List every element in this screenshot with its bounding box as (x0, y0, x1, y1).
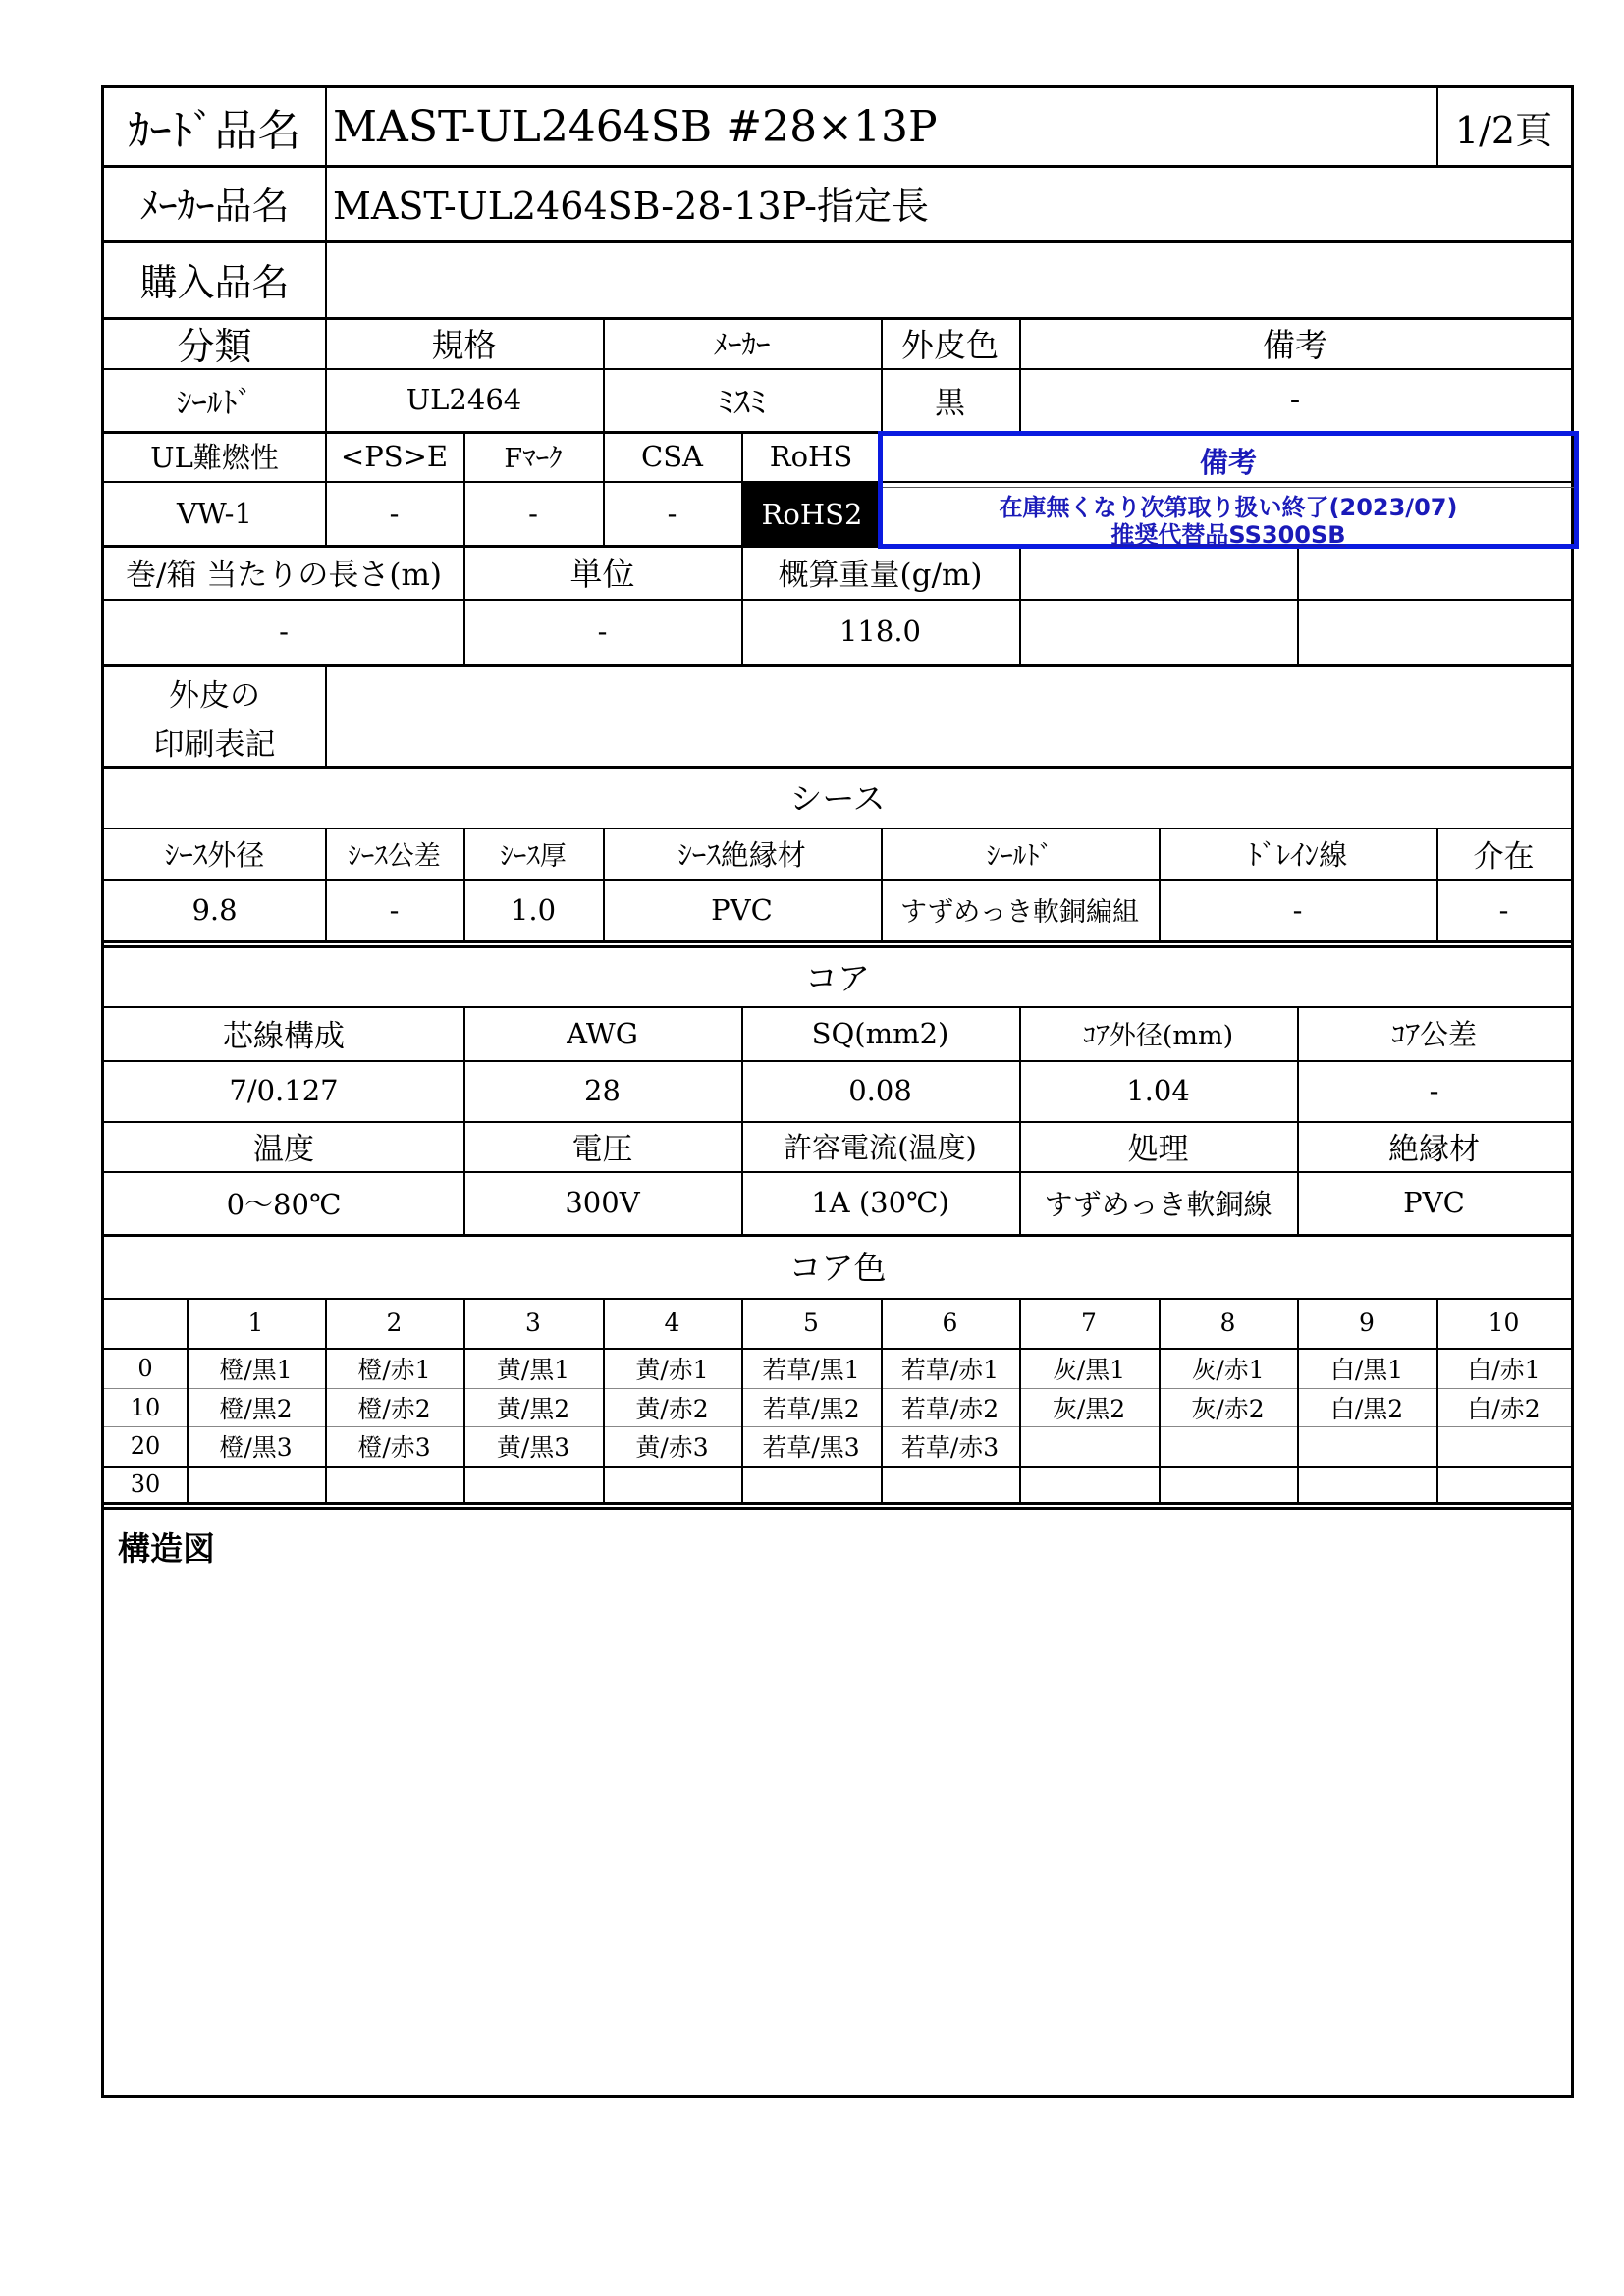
voltage-header: 電圧 (571, 1132, 633, 1167)
shield-header: ｼｰﾙﾄﾞ (986, 840, 1054, 872)
color-cell (1436, 1426, 1571, 1466)
color-cell: 若草/黒2 (762, 1394, 860, 1423)
sheath-insulation-header: ｼｰｽ絶縁材 (677, 837, 806, 872)
weight-header: 概算重量(g/m) (778, 558, 983, 593)
color-cell: 黄/黒3 (496, 1433, 570, 1462)
color-cell (1159, 1426, 1297, 1466)
unit-header: 単位 (569, 555, 635, 593)
color-cell (881, 1466, 1019, 1502)
maker-name-value: MAST-UL2464SB-28-13P-指定長 (333, 185, 930, 228)
length-per-reel-value: - (279, 614, 289, 648)
pse-value: - (389, 496, 400, 530)
color-cell: 橙/黒3 (219, 1433, 293, 1462)
remarks-header: 備考 (1263, 325, 1327, 364)
color-cell: 若草/赤1 (900, 1355, 1000, 1384)
rule (104, 1507, 1571, 1510)
f-mark-header: Fﾏｰｸ (504, 444, 563, 474)
unit-value: - (597, 614, 608, 648)
color-cell (325, 1466, 463, 1502)
temperature-value: 0～80℃ (226, 1187, 342, 1221)
maker-name-label: ﾒｰｶｰ品名 (139, 185, 290, 228)
card-name-value: MAST-UL2464SB #28×13P (333, 101, 938, 152)
sq-value: 0.08 (848, 1074, 912, 1107)
color-cell (603, 1466, 741, 1502)
color-column-header: 10 (1488, 1308, 1520, 1337)
maker-header: ﾒｰｶｰ (713, 327, 771, 361)
color-cell: 黄/赤1 (635, 1355, 709, 1384)
color-column-header: 6 (942, 1308, 958, 1337)
core-od-value: 1.04 (1126, 1074, 1190, 1107)
color-cell: 若草/赤2 (900, 1394, 1000, 1423)
color-column-header: 3 (525, 1308, 541, 1337)
page-number: 1/2頁 (1454, 108, 1553, 152)
color-column-header: 4 (664, 1308, 680, 1337)
color-cell: 若草/黒3 (762, 1433, 860, 1462)
color-cell: 白/黒2 (1329, 1394, 1404, 1423)
color-column-header: 9 (1359, 1308, 1375, 1337)
jacket-color-value: 黒 (935, 385, 965, 421)
color-cell: 橙/黒2 (219, 1394, 293, 1423)
drain-wire-value: - (1292, 892, 1303, 927)
ul-flame-header: UL難燃性 (150, 441, 279, 474)
color-cell: 灰/黒2 (1052, 1394, 1126, 1423)
conductor-value: 7/0.127 (229, 1074, 339, 1107)
shield-value: すずめっき軟銅編組 (900, 897, 1139, 928)
filler-value: - (1498, 892, 1509, 927)
jacket-color-header: 外皮色 (901, 325, 999, 364)
structure-title: 構造図 (118, 1528, 215, 1568)
color-cell (1159, 1466, 1297, 1502)
color-cell: 黄/黒2 (496, 1394, 570, 1423)
print-value (325, 664, 1571, 766)
structure-diagram-area (104, 1580, 1571, 2091)
discontinuation-notice (878, 431, 1579, 549)
sheath-thickness-header: ｼｰｽ厚 (500, 840, 567, 872)
color-cell: 黄/赤3 (635, 1433, 709, 1462)
sheath-thickness-value: 1.0 (510, 892, 557, 927)
color-row-label: 30 (130, 1469, 161, 1498)
core-title: コア (805, 958, 870, 997)
treatment-header: 処理 (1127, 1132, 1189, 1167)
f-mark-value: - (528, 496, 538, 530)
notice-line1: 在庫無くなり次第取り扱い終了(2023/07) (999, 493, 1458, 521)
voltage-value: 300V (565, 1186, 640, 1219)
color-cell: 若草/赤3 (900, 1433, 1000, 1462)
standard-header: 規格 (431, 325, 497, 364)
sheath-tolerance-value: - (389, 892, 400, 927)
color-cell (1297, 1466, 1436, 1502)
card-name-label: ｶｰﾄﾞ品名 (128, 106, 301, 156)
color-cell: 白/赤2 (1467, 1394, 1541, 1423)
notice-line2: 推奨代替品SS300SB (1110, 520, 1346, 549)
color-cell: 橙/黒1 (219, 1355, 293, 1384)
color-cell: 若草/黒1 (762, 1355, 860, 1384)
color-column-header: 2 (386, 1308, 403, 1337)
purchase-name-value (325, 240, 1571, 317)
core-tolerance-header: ｺｱ公差 (1390, 1018, 1477, 1051)
drain-wire-header: ﾄﾞﾚｲﾝ線 (1247, 837, 1348, 872)
packaging-extra-header (1297, 545, 1571, 599)
sheath-insulation-value: PVC (711, 892, 773, 927)
color-cell (463, 1466, 603, 1502)
color-row-label: 0 (137, 1354, 153, 1382)
core-tolerance-value: - (1429, 1074, 1439, 1107)
color-cell (1297, 1426, 1436, 1466)
ul-flame-value: VW-1 (177, 496, 252, 530)
color-cell (1436, 1466, 1571, 1502)
sheath-od-header: ｼｰｽ外径 (164, 837, 265, 872)
classification-header: 分類 (177, 324, 252, 368)
treatment-value: すずめっき軟銅線 (1044, 1187, 1272, 1221)
awg-value: 28 (584, 1074, 621, 1107)
color-cell (1019, 1426, 1159, 1466)
color-cell: 灰/黒1 (1052, 1355, 1126, 1384)
packaging-extra-value (1019, 599, 1297, 664)
current-value: 1A (30℃) (811, 1186, 949, 1219)
core-color-title: コア色 (788, 1249, 887, 1287)
color-column-header: 8 (1219, 1308, 1236, 1337)
color-cell: 灰/赤1 (1191, 1355, 1265, 1384)
length-per-reel-header: 巻/箱 当たりの長さ(m) (126, 558, 442, 593)
awg-header: AWG (567, 1016, 638, 1050)
filler-header: 介在 (1473, 838, 1535, 875)
print-label-line2: 印刷表記 (153, 726, 276, 763)
remarks-value: - (1289, 382, 1301, 417)
color-cell: 黄/赤2 (635, 1394, 709, 1423)
color-cell (741, 1466, 881, 1502)
conductor-header: 芯線構成 (223, 1019, 345, 1054)
packaging-extra-header (1019, 545, 1297, 599)
rohs-header: RoHS (769, 439, 853, 473)
csa-header: CSA (641, 439, 703, 473)
csa-value: - (667, 496, 677, 530)
color-cell: 黄/黒1 (496, 1355, 570, 1384)
color-cell: 白/黒1 (1329, 1355, 1404, 1384)
purchase-name-label: 購入品名 (139, 260, 290, 304)
insulation-value: PVC (1403, 1186, 1465, 1219)
weight-value: 118.0 (839, 614, 922, 648)
color-cell: 白/赤1 (1467, 1355, 1541, 1384)
color-cell: 橙/赤2 (357, 1394, 431, 1423)
pse-header: <PS>E (340, 439, 449, 473)
color-row-label: 10 (130, 1393, 161, 1421)
maker-value: ﾐｽﾐ (717, 382, 767, 421)
rohs-badge: RoHS2 (743, 483, 881, 545)
classification-value: ｼｰﾙﾄﾞ (176, 385, 253, 421)
print-label-line1: 外皮の (169, 677, 260, 714)
sq-header: SQ(mm2) (811, 1016, 949, 1050)
sheath-tolerance-header: ｼｰｽ公差 (348, 840, 441, 872)
standard-value: UL2464 (406, 383, 522, 416)
spec-sheet (101, 85, 1574, 2098)
color-row-label: 20 (130, 1432, 161, 1460)
color-column-header: 5 (803, 1308, 819, 1337)
color-cell: 橙/赤1 (357, 1355, 431, 1384)
color-cell: 灰/赤2 (1191, 1394, 1265, 1423)
color-column-header: 7 (1081, 1308, 1097, 1337)
color-column-header: 1 (247, 1308, 264, 1337)
color-cell: 橙/赤3 (357, 1433, 431, 1462)
color-cell (187, 1466, 325, 1502)
color-cell (1019, 1466, 1159, 1502)
core-od-header: ｺｱ外径(mm) (1082, 1021, 1234, 1051)
temperature-header: 温度 (253, 1132, 314, 1167)
current-header: 許容電流(温度) (784, 1131, 977, 1164)
notice-title: 備考 (1199, 445, 1257, 479)
sheath-title: シース (789, 779, 886, 818)
packaging-extra-value (1297, 599, 1571, 664)
sheath-od-value: 9.8 (191, 892, 238, 927)
insulation-header: 絶縁材 (1388, 1132, 1480, 1167)
